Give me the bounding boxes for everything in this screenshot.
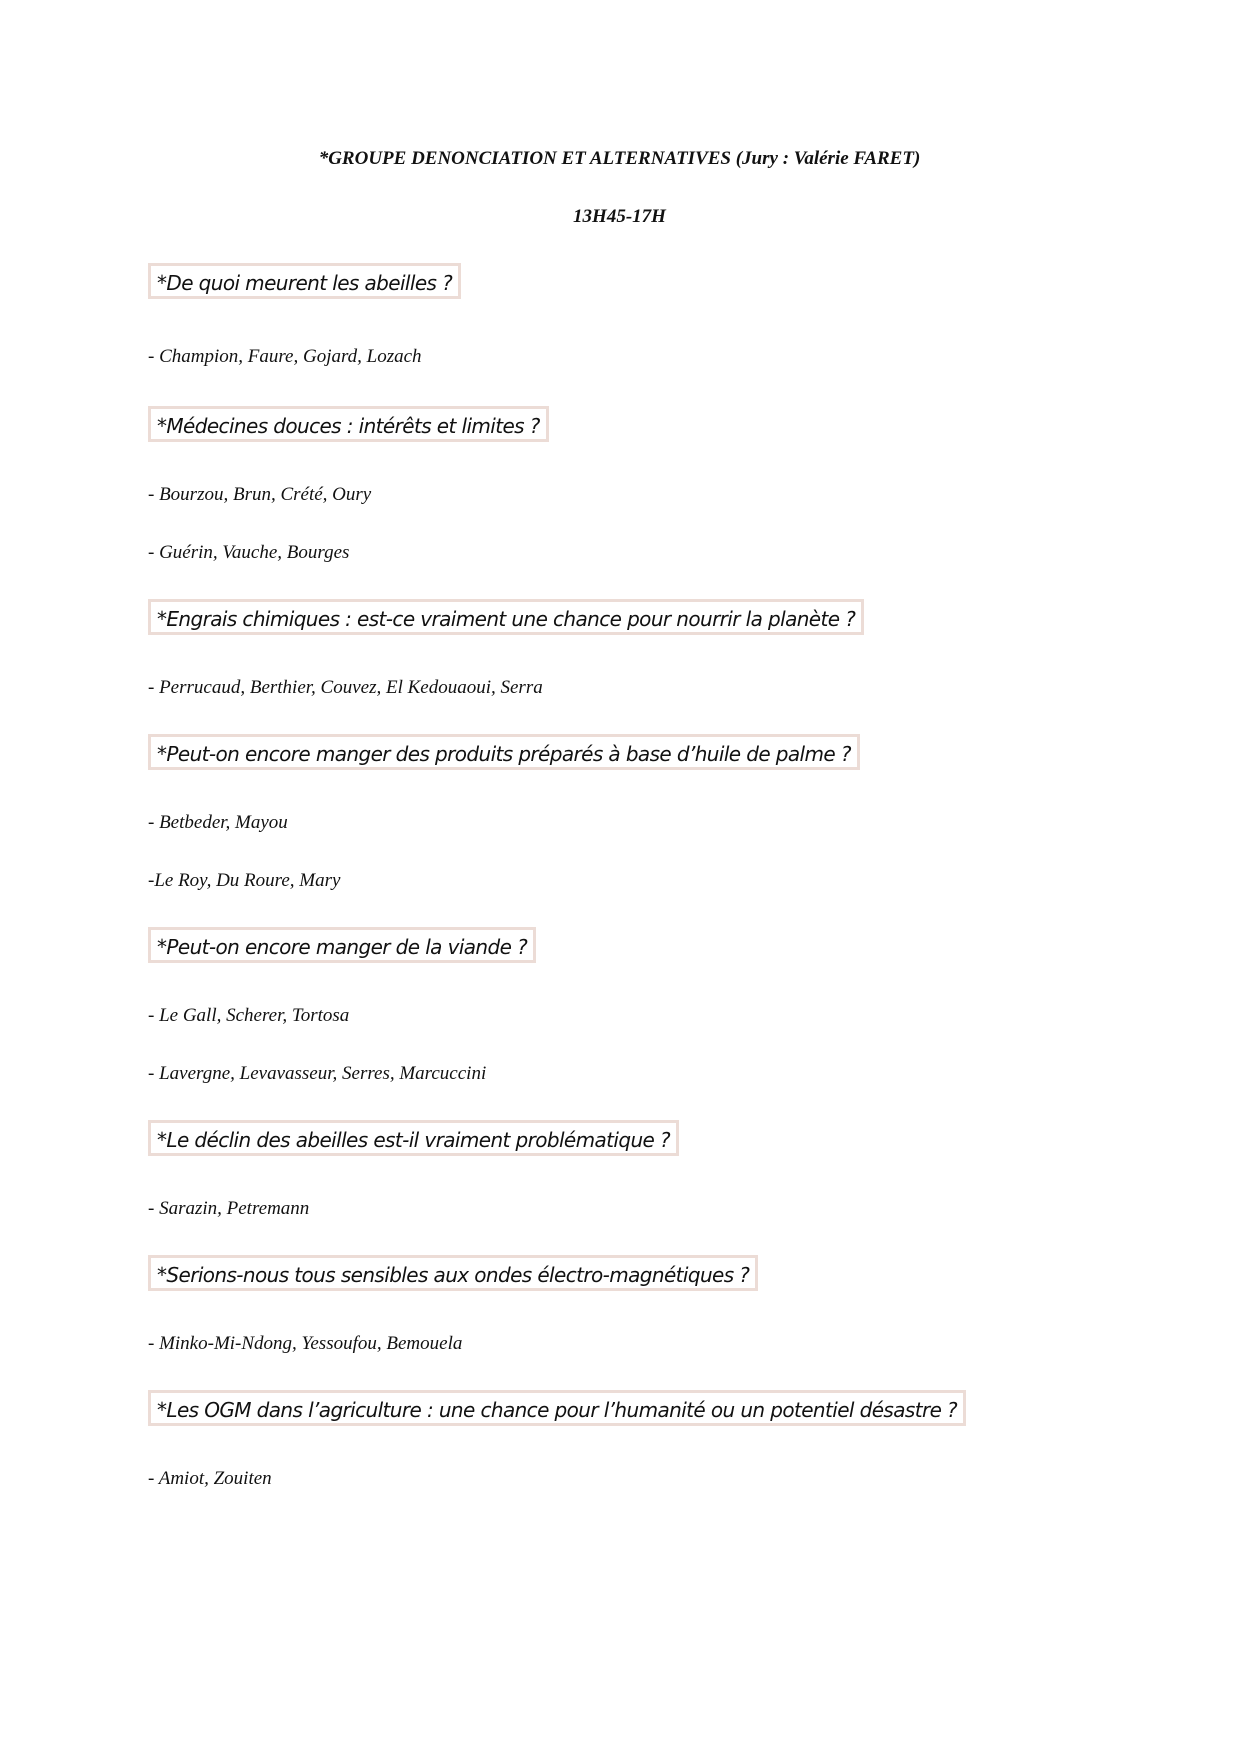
topic-heading: *Les OGM dans l’agriculture : une chance pour l’humanité ou un potentiel désastre ? — [148, 1390, 966, 1426]
student-group: - Bourzou, Brun, Crété, Oury — [148, 484, 372, 505]
group-title: *GROUPE DENONCIATION ET ALTERNATIVES (Jury : Valérie FARET) — [318, 148, 921, 169]
topic-heading: *Le déclin des abeilles est-il vraiment problématique ? — [148, 1120, 679, 1156]
topic-heading: *Peut-on encore manger des produits préparés à base d’huile de palme ? — [148, 734, 860, 770]
student-group: - Perrucaud, Berthier, Couvez, El Kedouaoui, Serra — [148, 677, 543, 698]
student-group: -Le Roy, Du Roure, Mary — [148, 870, 341, 891]
student-group: - Le Gall, Scherer, Tortosa — [148, 1005, 350, 1026]
topic-heading: *Médecines douces : intérêts et limites ? — [148, 406, 549, 442]
student-group: - Champion, Faure, Gojard, Lozach — [148, 346, 422, 367]
student-group: - Lavergne, Levavasseur, Serres, Marcuccini — [148, 1063, 487, 1084]
student-group: - Guérin, Vauche, Bourges — [148, 542, 350, 563]
student-group: - Minko-Mi-Ndong, Yessoufou, Bemouela — [148, 1333, 463, 1354]
topic-heading: *De quoi meurent les abeilles ? — [148, 263, 461, 299]
topic-heading: *Engrais chimiques : est-ce vraiment une chance pour nourrir la planète ? — [148, 599, 864, 635]
topic-heading: *Peut-on encore manger de la viande ? — [148, 927, 536, 963]
student-group: - Betbeder, Mayou — [148, 812, 288, 833]
student-group: - Sarazin, Petremann — [148, 1198, 310, 1219]
session-time: 13H45-17H — [573, 206, 666, 227]
student-group: - Amiot, Zouiten — [148, 1468, 272, 1489]
topic-heading: *Serions-nous tous sensibles aux ondes électro-magnétiques ? — [148, 1255, 758, 1291]
